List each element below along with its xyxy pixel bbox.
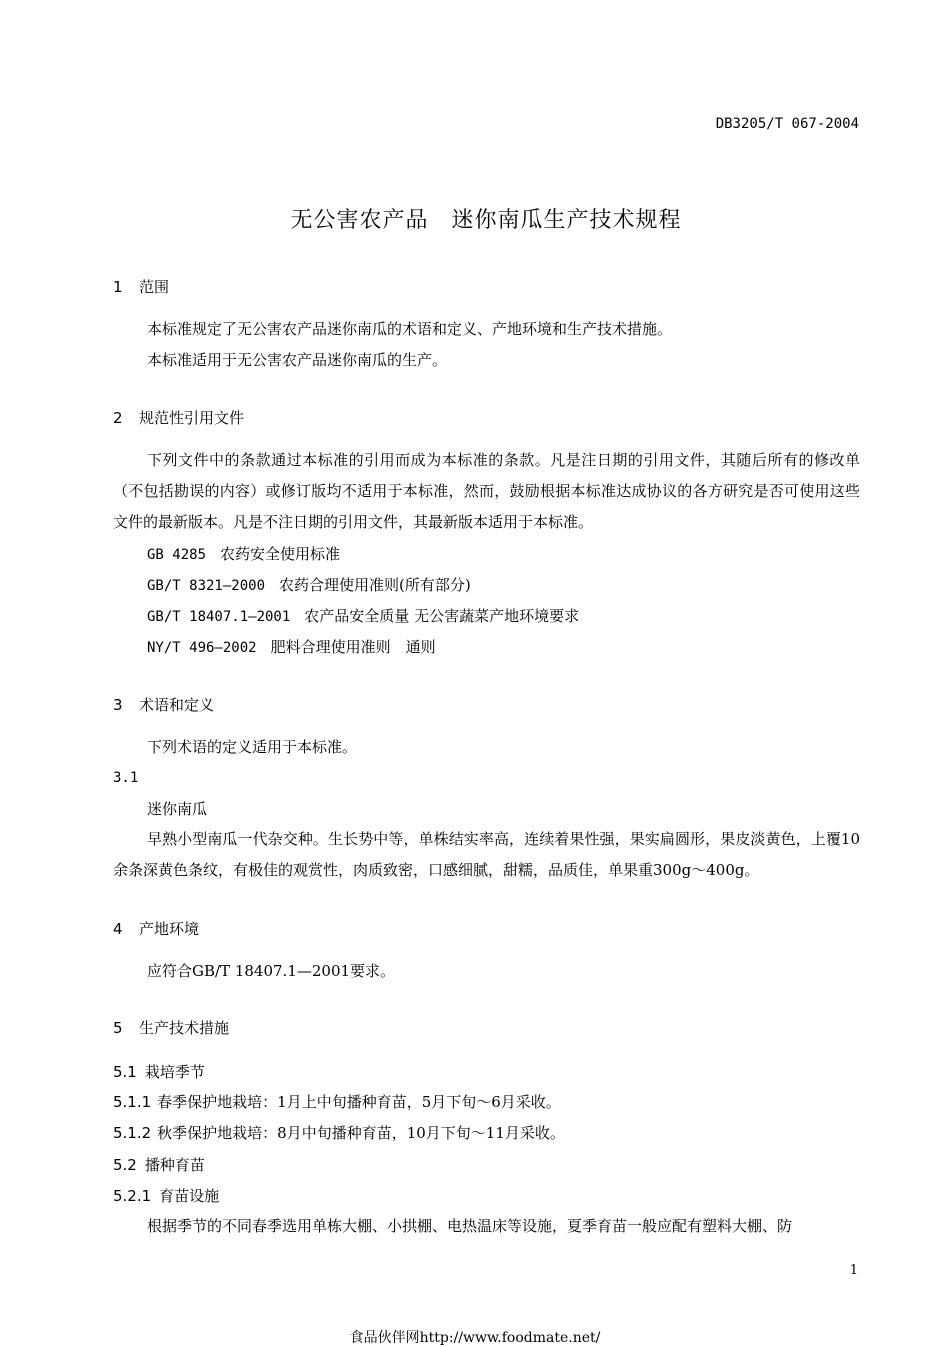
nursery-paragraph: 根据季节的不同春季选用单栋大棚、小拱棚、电热温床等设施，夏季育苗一般应配有塑料大棚、防 [147,1217,793,1235]
subsection-5-1-2 [113,1123,565,1143]
section-5-heading [113,1017,229,1038]
section-number: 1 [113,278,123,296]
environment-paragraph: 应符合GB/T 18407.1—2001要求。 [147,962,396,980]
scope-paragraph-2: 本标准适用于无公害农产品迷你南瓜的生产。 [147,351,448,369]
reference-code: NY/T 496—2002 [147,640,257,656]
section-number: 4 [113,920,123,938]
subsection-number: 5.2.1 [113,1187,152,1205]
subsection-title: 播种育苗 [144,1156,205,1174]
term-name: 迷你南瓜 [147,800,208,818]
section-title: 产地环境 [139,920,200,938]
footer-watermark[interactable]: 食品伙伴网http://www.foodmate.net/ [349,1330,601,1346]
section-number: 2 [113,409,123,427]
reference-name: 肥料合理使用准则 通则 [270,638,436,656]
section-title: 规范性引用文件 [139,409,245,427]
subsection-5-2-heading [113,1154,205,1175]
section-title: 术语和定义 [139,696,215,714]
scope-paragraph-1: 本标准规定了无公害农产品迷你南瓜的术语和定义、产地环境和生产技术措施。 [147,320,673,338]
reference-code: GB/T 8321—2000 [147,578,266,594]
subsection-title: 栽培季节 [144,1063,205,1081]
section-3-heading [113,694,214,715]
section-title: 生产技术措施 [139,1019,230,1037]
subsection-number: 5.1 [113,1063,137,1081]
subsection-title: 育苗设施 [159,1187,220,1205]
clause-text: 春季保护地栽培：1月上中旬播种育苗，5月下旬～6月采收。 [157,1093,561,1111]
subsection-5-2-1-heading [113,1185,219,1206]
section-title: 范围 [139,278,170,296]
standard-number: DB3205/T 067-2004 [715,116,859,132]
references-paragraph: 下列文件中的条款通过本标准的引用而成为本标准的条款。凡是注日期的引用文件，其随后所有的修改单（不包括勘误的内容）或修订版均不适用于本标准，然而，鼓励根据本标准达成协议的各方研究是否可使用这些文件的最新版本。凡是不注日期的引用文件，其最新版本适用于本标准。 [113,451,860,531]
subsection-5-1-1 [113,1092,561,1112]
clause-number: 5.1.1 [113,1093,152,1111]
reference-item [147,543,340,564]
subsection-5-1-heading [113,1061,205,1082]
reference-item [147,605,579,626]
section-number: 5 [113,1019,123,1037]
section-number: 3 [113,696,123,714]
reference-code: GB 4285 [147,547,207,563]
document-title: 无公害农产品 迷你南瓜生产技术规程 [290,208,682,233]
reference-code: GB/T 18407.1—2001 [147,609,291,625]
subsection-number: 5.2 [113,1156,137,1174]
reference-name: 农药合理使用准则(所有部分) [279,576,471,594]
reference-name: 农药安全使用标准 [220,545,341,563]
section-1-heading [113,276,169,297]
reference-item [147,636,436,657]
clause-text: 秋季保护地栽培：8月中旬播种育苗，10月下旬～11月采收。 [157,1124,565,1142]
reference-name: 农产品安全质量 无公害蔬菜产地环境要求 [304,607,580,625]
reference-item [147,574,471,595]
terms-intro: 下列术语的定义适用于本标准。 [147,738,358,756]
page-number: 1 [849,1263,858,1278]
section-4-heading [113,918,199,939]
clause-number: 5.1.2 [113,1124,152,1142]
subsection-number: 3.1 [113,770,139,786]
term-definition: 早熟小型南瓜一代杂交种。生长势中等，单株结实率高，连续着果性强，果实扁圆形，果皮淡黄色，上覆10余条深黄色条纹，有极佳的观赏性，肉质致密，口感细腻，甜糯，品质佳，单果重300g～400g。 [113,830,860,879]
section-2-heading [113,407,244,428]
